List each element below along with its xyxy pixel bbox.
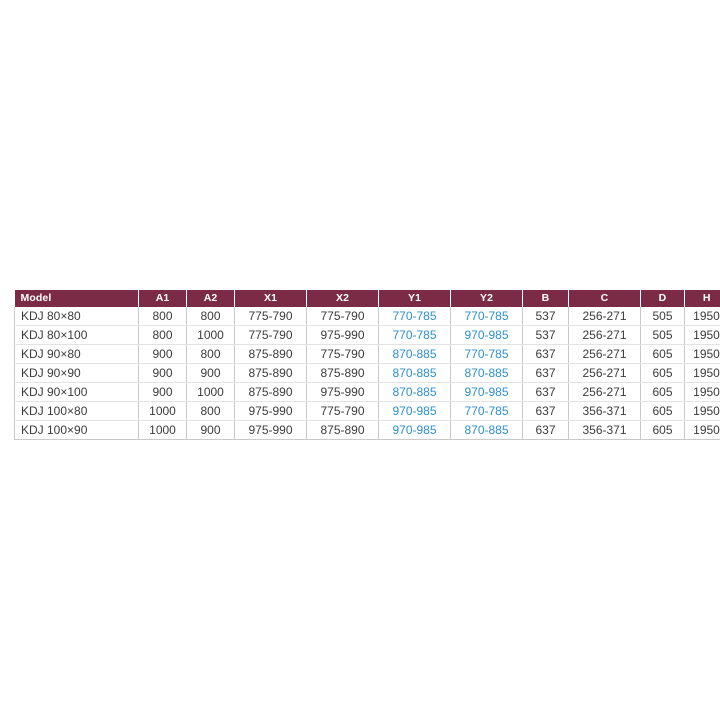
cell-model: KDJ 80×80: [15, 307, 139, 326]
cell-y2: 770-785: [451, 345, 523, 364]
table-row: [15, 345, 720, 364]
cell-c: 356-371: [569, 402, 641, 421]
cell-a2: 900: [187, 421, 235, 440]
cell-x2: 875-890: [307, 421, 379, 440]
cell-y1: 770-785: [379, 326, 451, 345]
cell-c: 256-271: [569, 383, 641, 402]
table-header: [15, 290, 720, 307]
table-row: [15, 307, 720, 326]
cell-h: 1950: [685, 345, 720, 364]
cell-a1: 1000: [139, 421, 187, 440]
column-header-a1: A1: [139, 290, 187, 307]
cell-d: 505: [641, 326, 685, 345]
cell-c: 356-371: [569, 421, 641, 440]
cell-y2: 970-985: [451, 326, 523, 345]
cell-d: 605: [641, 383, 685, 402]
cell-a1: 900: [139, 383, 187, 402]
cell-y2: 870-885: [451, 364, 523, 383]
table-row: [15, 383, 720, 402]
table-row: [15, 402, 720, 421]
column-header-d: D: [641, 290, 685, 307]
cell-b: 637: [523, 421, 569, 440]
cell-model: KDJ 80×100: [15, 326, 139, 345]
cell-d: 605: [641, 421, 685, 440]
cell-b: 637: [523, 345, 569, 364]
cell-a1: 900: [139, 364, 187, 383]
cell-x2: 975-990: [307, 326, 379, 345]
cell-a1: 1000: [139, 402, 187, 421]
cell-y2: 970-985: [451, 383, 523, 402]
column-header-h: H: [685, 290, 720, 307]
cell-x1: 875-890: [235, 383, 307, 402]
cell-b: 637: [523, 364, 569, 383]
cell-y1: 870-885: [379, 345, 451, 364]
cell-x2: 875-890: [307, 364, 379, 383]
cell-h: 1950: [685, 421, 720, 440]
cell-model: KDJ 100×80: [15, 402, 139, 421]
cell-model: KDJ 90×100: [15, 383, 139, 402]
cell-x2: 775-790: [307, 402, 379, 421]
cell-c: 256-271: [569, 326, 641, 345]
column-header-x2: X2: [307, 290, 379, 307]
column-header-y2: Y2: [451, 290, 523, 307]
cell-y1: 870-885: [379, 364, 451, 383]
cell-model: KDJ 100×90: [15, 421, 139, 440]
cell-a2: 800: [187, 402, 235, 421]
cell-y1: 870-885: [379, 383, 451, 402]
cell-c: 256-271: [569, 345, 641, 364]
cell-d: 505: [641, 307, 685, 326]
column-header-x1: X1: [235, 290, 307, 307]
cell-d: 605: [641, 345, 685, 364]
table-body: [15, 307, 720, 440]
table-row: [15, 364, 720, 383]
cell-a2: 800: [187, 345, 235, 364]
cell-y1: 770-785: [379, 307, 451, 326]
cell-b: 637: [523, 402, 569, 421]
cell-x1: 875-890: [235, 345, 307, 364]
cell-x1: 975-990: [235, 402, 307, 421]
cell-b: 537: [523, 326, 569, 345]
cell-a2: 800: [187, 307, 235, 326]
cell-b: 637: [523, 383, 569, 402]
cell-y2: 770-785: [451, 307, 523, 326]
cell-y2: 770-785: [451, 402, 523, 421]
cell-a2: 1000: [187, 326, 235, 345]
column-header-a2: A2: [187, 290, 235, 307]
cell-h: 1950: [685, 326, 720, 345]
cell-x1: 975-990: [235, 421, 307, 440]
cell-b: 537: [523, 307, 569, 326]
cell-h: 1950: [685, 402, 720, 421]
cell-d: 605: [641, 402, 685, 421]
column-header-y1: Y1: [379, 290, 451, 307]
cell-y1: 970-985: [379, 402, 451, 421]
cell-h: 1950: [685, 307, 720, 326]
cell-c: 256-271: [569, 307, 641, 326]
column-header-model: Model: [15, 290, 139, 307]
specification-table: [14, 290, 720, 440]
cell-h: 1950: [685, 364, 720, 383]
cell-x1: 775-790: [235, 326, 307, 345]
column-header-b: B: [523, 290, 569, 307]
cell-d: 605: [641, 364, 685, 383]
specification-table-container: [14, 290, 720, 440]
cell-h: 1950: [685, 383, 720, 402]
cell-a2: 1000: [187, 383, 235, 402]
cell-model: KDJ 90×90: [15, 364, 139, 383]
cell-c: 256-271: [569, 364, 641, 383]
cell-x2: 775-790: [307, 307, 379, 326]
cell-a1: 800: [139, 326, 187, 345]
cell-a1: 900: [139, 345, 187, 364]
cell-a1: 800: [139, 307, 187, 326]
cell-y2: 870-885: [451, 421, 523, 440]
column-header-c: C: [569, 290, 641, 307]
cell-y1: 970-985: [379, 421, 451, 440]
cell-x2: 775-790: [307, 345, 379, 364]
cell-x2: 975-990: [307, 383, 379, 402]
cell-x1: 875-890: [235, 364, 307, 383]
cell-a2: 900: [187, 364, 235, 383]
table-header-row: [15, 290, 720, 307]
table-row: [15, 421, 720, 440]
table-row: [15, 326, 720, 345]
cell-model: KDJ 90×80: [15, 345, 139, 364]
cell-x1: 775-790: [235, 307, 307, 326]
